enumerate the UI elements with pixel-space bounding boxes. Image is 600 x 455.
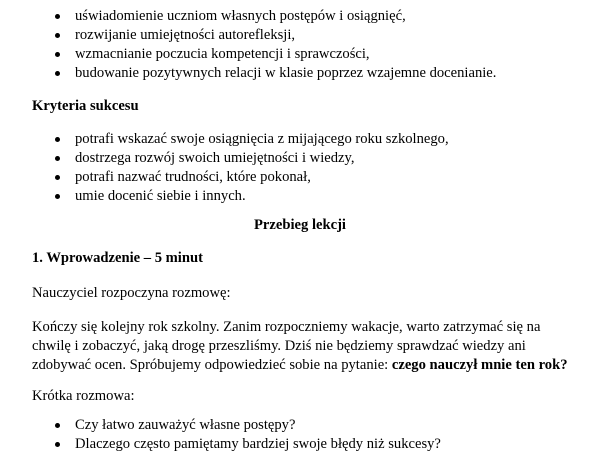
speech-question: czego nauczył mnie ten rok? xyxy=(391,357,568,373)
list-item-text: potrafi wskazać swoje osiągnięcia z mijającego roku szkolnego, xyxy=(75,131,449,147)
bullet-icon xyxy=(55,175,60,180)
questions-section xyxy=(32,416,592,454)
list-item-text: uświadomienie uczniom własnych postępów i osiągnięć, xyxy=(75,8,406,24)
bullet-icon xyxy=(55,14,60,19)
bullet-icon xyxy=(55,137,60,142)
short-talk-line: Krótka rozmowa: xyxy=(32,388,135,404)
list-item xyxy=(32,435,592,454)
list-item-text: potrafi nazwać trudności, które pokonał, xyxy=(75,169,311,185)
questions-list xyxy=(32,416,592,454)
speech-line xyxy=(32,356,592,375)
list-item-text: umie docenić siebie i innych. xyxy=(75,188,246,204)
list-item xyxy=(32,130,592,149)
list-item xyxy=(32,7,592,26)
success-criteria-heading: Kryteria sukcesu xyxy=(32,98,139,114)
goals-list-section xyxy=(32,7,592,83)
speech-line-text: zdobywać ocen. Spróbujemy odpowiedzieć sobie na pytanie: xyxy=(32,357,392,373)
goals-list xyxy=(32,7,592,83)
teacher-line: Nauczyciel rozpoczyna rozmowę: xyxy=(32,285,231,301)
list-item xyxy=(32,149,592,168)
success-criteria-list xyxy=(32,130,592,206)
list-item-text: rozwijanie umiejętności autorefleksji, xyxy=(75,27,296,43)
list-item xyxy=(32,416,592,435)
list-item xyxy=(32,26,592,45)
success-criteria-section xyxy=(32,130,592,206)
list-item-text: wzmacnianie poczucia kompetencji i sprawczości, xyxy=(75,46,370,62)
list-item xyxy=(32,168,592,187)
lesson-heading: Przebieg lekcji xyxy=(254,217,346,233)
bullet-icon xyxy=(55,194,60,199)
speech-line: chwilę i zobaczyć, jaką drogę przeszliśmy. Dziś nie będziemy sprawdzać wiedzy ani xyxy=(32,338,526,354)
bullet-icon xyxy=(55,52,60,57)
intro-heading: 1. Wprowadzenie – 5 minut xyxy=(32,250,203,266)
list-item-text: Dlaczego często pamiętamy bardziej swoje błędy niż sukcesy? xyxy=(75,436,441,452)
speech-line: Kończy się kolejny rok szkolny. Zanim rozpoczniemy wakacje, warto zatrzymać się na xyxy=(32,319,541,335)
list-item-text: dostrzega rozwój swoich umiejętności i wiedzy, xyxy=(75,150,355,166)
list-item xyxy=(32,64,592,83)
speech-paragraph xyxy=(32,318,592,375)
bullet-icon xyxy=(55,423,60,428)
list-item xyxy=(32,187,592,206)
bullet-icon xyxy=(55,71,60,76)
list-item xyxy=(32,45,592,64)
bullet-icon xyxy=(55,442,60,447)
list-item-text: budowanie pozytywnych relacji w klasie poprzez wzajemne docenianie. xyxy=(75,65,497,81)
list-item-text: Czy łatwo zauważyć własne postępy? xyxy=(75,417,296,433)
bullet-icon xyxy=(55,33,60,38)
bullet-icon xyxy=(55,156,60,161)
